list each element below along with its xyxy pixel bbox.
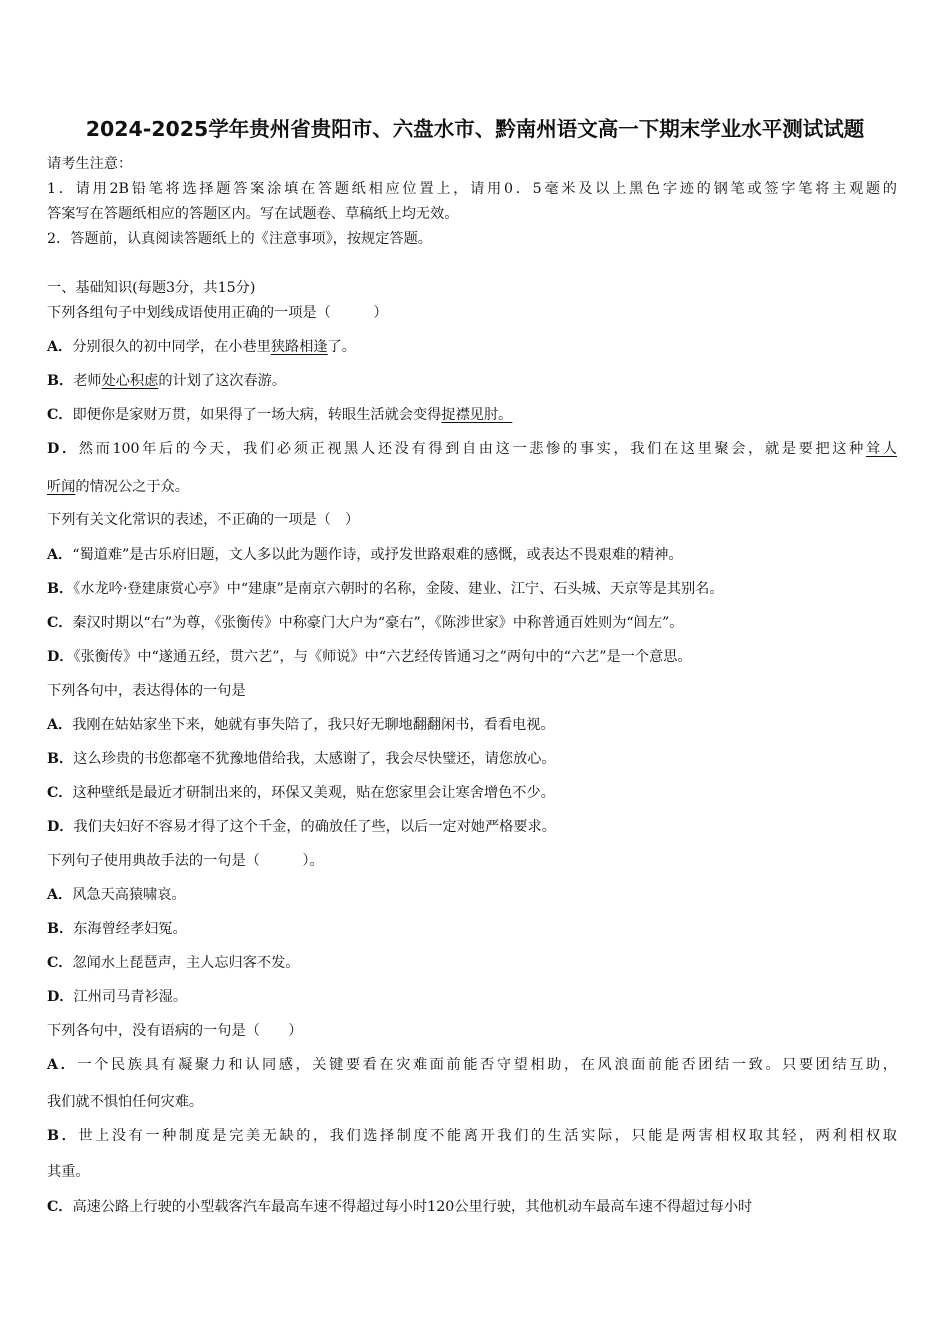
option-text: 我刚在姑姑家坐下来，她就有事失陪了，我只好无聊地翻翻闲书，看看电视。 xyxy=(72,717,555,733)
option-label: C． xyxy=(47,407,73,423)
q1-option-d-line-2 xyxy=(47,476,189,496)
q3-option-b xyxy=(47,748,556,768)
q1-stem: 下列各组句子中划线成语使用正确的一项是（ ） xyxy=(47,305,388,321)
option-label: B． xyxy=(47,751,74,767)
q1-option-c xyxy=(47,404,512,424)
option-text: 风急天高猿啸哀。 xyxy=(72,887,186,903)
option-label: C． xyxy=(47,615,73,631)
q4-option-d xyxy=(47,986,187,1006)
option-text: 《张衡传》中“遂通五经，贯六艺”，与《师说》中“六艺经传皆通习之”两句中的“六艺”是一个意思。 xyxy=(73,649,692,665)
option-label: D． xyxy=(47,819,74,835)
option-label: A． xyxy=(47,887,73,903)
q5-option-b-line-1 xyxy=(47,1125,897,1145)
option-text: 这种壁纸是最近才研制出来的，环保又美观，贴在您家里会让寒舍增色不少。 xyxy=(72,785,555,801)
option-label: C． xyxy=(47,1199,73,1215)
option-label: B． xyxy=(47,581,74,597)
underlined-idiom: 捉襟见肘。 xyxy=(441,407,513,423)
q2-option-c xyxy=(47,612,684,632)
option-label: D． xyxy=(47,441,79,457)
option-text: 我们夫妇好不容易才得了这个千金，的确放任了些，以后一定对她严格要求。 xyxy=(73,819,556,835)
option-text: “蜀道难”是古乐府旧题，文人多以此为题作诗，或抒发世路艰难的感慨，或表达不畏艰难的精神。 xyxy=(72,547,683,563)
option-text: 的情况公之于众。 xyxy=(75,479,189,495)
option-label: A． xyxy=(47,339,73,355)
q5-stem: 下列各句中，没有语病的一句是（ ） xyxy=(47,1023,303,1039)
option-label: C． xyxy=(47,785,73,801)
notice-item-1-line-1: 1．请用2B铅笔将选择题答案涂填在答题纸相应位置上，请用0．5毫米及以上黑色字迹的钢笔或签字笔将主观题的 xyxy=(47,181,897,197)
q5-option-b-line-2: 其重。 xyxy=(47,1164,90,1180)
q5-option-a-line-2: 我们就不惧怕任何灾难。 xyxy=(47,1094,204,1110)
option-label: A． xyxy=(47,547,73,563)
option-text: 了。 xyxy=(327,339,356,355)
option-label: C． xyxy=(47,955,73,971)
option-label: A． xyxy=(47,1057,78,1073)
underlined-idiom: 听闻 xyxy=(47,479,76,495)
option-text: 忽闻水上琵琶声，主人忘归客不发。 xyxy=(72,955,300,971)
q5-option-a-line-1 xyxy=(47,1054,897,1074)
q3-option-c xyxy=(47,782,555,802)
option-text: 的计划了这次春游。 xyxy=(158,373,287,389)
q4-option-a xyxy=(47,884,186,904)
option-text: 老师 xyxy=(73,373,102,389)
q1-option-a xyxy=(47,336,356,356)
option-label: B． xyxy=(47,1128,79,1144)
q1-option-d-line-1 xyxy=(47,438,897,458)
q4-option-b xyxy=(47,918,187,938)
section-heading: 一、基础知识(每题3分，共15分) xyxy=(47,280,256,296)
notice-item-1-line-2: 答案写在答题纸相应的答题区内。写在试题卷、草稿纸上均无效。 xyxy=(47,206,459,222)
option-text: 高速公路上行驶的小型载客汽车最高车速不得超过每小时120公里行驶，其他机动车最高车速不得超过每小时 xyxy=(72,1199,753,1215)
q5-option-c-line-1 xyxy=(47,1196,752,1216)
option-label: D． xyxy=(47,989,74,1005)
q4-option-c xyxy=(47,952,300,972)
q3-option-a xyxy=(47,714,555,734)
q2-option-d xyxy=(47,646,692,666)
option-label: D． xyxy=(47,649,74,665)
q2-stem: 下列有关文化常识的表述，不正确的一项是（ ） xyxy=(47,512,360,528)
option-text: 《水龙吟·登建康赏心亭》中“建康”是南京六朝时的名称，金陵、建业、江宁、石头城、天京等是其别名。 xyxy=(73,581,724,597)
option-text: 世上没有一种制度是完美无缺的，我们选择制度不能离开我们的生活实际，只能是两害相权取其轻，两利相权取 xyxy=(78,1128,897,1144)
underlined-idiom: 处心积虑 xyxy=(101,373,159,389)
option-text: 分别很久的初中同学，在小巷里 xyxy=(72,339,271,355)
option-label: B． xyxy=(47,921,74,937)
option-label: A． xyxy=(47,717,73,733)
notice-heading: 请考生注意： xyxy=(47,156,133,172)
q1-option-b xyxy=(47,370,286,390)
underlined-idiom: 狭路相逢 xyxy=(270,339,328,355)
q4-stem: 下列句子使用典故手法的一句是（ ）。 xyxy=(47,853,324,869)
option-text: 即便你是家财万贯，如果得了一场大病，转眼生活就会变得 xyxy=(72,407,442,423)
q2-option-a xyxy=(47,544,683,564)
option-label: B． xyxy=(47,373,74,389)
q3-stem: 下列各句中，表达得体的一句是 xyxy=(47,683,246,699)
option-text: 秦汉时期以“右”为尊，《张衡传》中称豪门大户为“豪右”，《陈涉世家》中称普通百姓则为“闾左”。 xyxy=(72,615,684,631)
underlined-idiom: 耸人 xyxy=(865,441,897,457)
option-text: 江州司马青衫湿。 xyxy=(73,989,188,1005)
option-text: 这么珍贵的书您都毫不犹豫地借给我，太感谢了，我会尽快璧还，请您放心。 xyxy=(73,751,556,767)
option-text: 然而100年后的今天，我们必须正视黑人还没有得到自由这一悲惨的事实，我们在这里聚会，就是要把这种 xyxy=(78,441,866,457)
option-text: 一个民族具有凝聚力和认同感，关键要看在灾难面前能否守望相助，在风浪面前能否团结一致。只要团结互助， xyxy=(77,1057,897,1073)
q3-option-d xyxy=(47,816,556,836)
exam-title: 2024-2025学年贵州省贵阳市、六盘水市、黔南州语文高一下期末学业水平测试试题 xyxy=(85,117,865,141)
option-text: 东海曾经孝妇冤。 xyxy=(73,921,187,937)
q2-option-b xyxy=(47,578,724,598)
notice-item-2: 2．答题前，认真阅读答题纸上的《注意事项》，按规定答题。 xyxy=(47,231,432,247)
